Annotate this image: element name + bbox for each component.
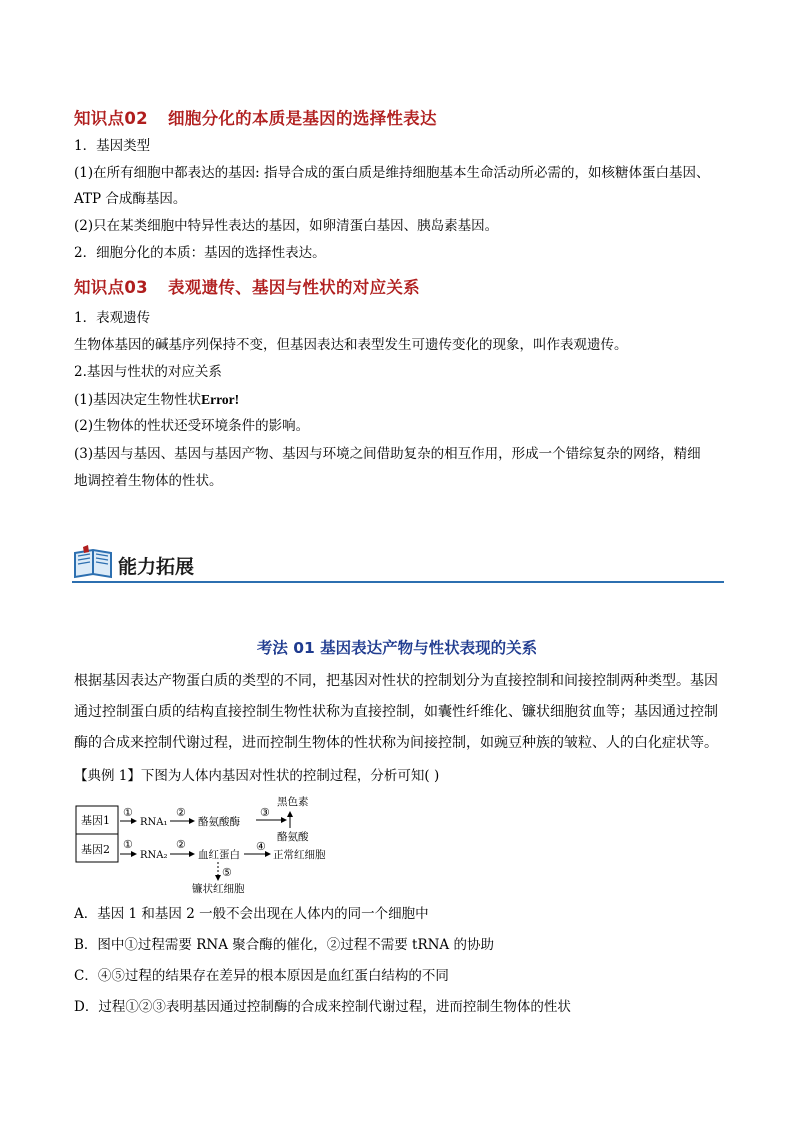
rna1-label: RNA₁: [140, 817, 168, 828]
gene-pathway-diagram: [74, 792, 354, 896]
gene2-label: 基因2: [81, 843, 110, 856]
s03-line-4: [74, 391, 239, 409]
s02-line-1: 1．基因类型: [74, 138, 151, 154]
s03-line-1: 1．表观遗传: [74, 310, 151, 326]
s02-line-4: (2)只在某类细胞中特异性表达的基因，如卵清蛋白基因、胰岛素基因。: [74, 218, 499, 234]
example-question: 【典例 1】下图为人体内基因对性状的控制过程，分析可知( ): [74, 768, 440, 784]
s03-line-4-text: (1)基因决定生物性状: [74, 392, 202, 408]
gene1-label: 基因1: [81, 814, 110, 827]
option-c: C．④⑤过程的结果存在差异的根本原因是血红蛋白结构的不同: [74, 968, 449, 984]
enzyme-label: 酪氨酸酶: [198, 816, 240, 828]
s02-line-5: 2．细胞分化的本质：基因的选择性表达。: [74, 245, 326, 261]
s03-line-7: 地调控着生物体的性状。: [74, 473, 223, 489]
step2-label: ②: [176, 806, 186, 819]
banner-divider: [72, 581, 724, 583]
option-d: D．过程①②③表明基因通过控制酶的合成来控制代谢过程，进而控制生物体的性状: [74, 999, 571, 1015]
option-b: B．图中①过程需要 RNA 聚合酶的催化，②过程不需要 tRNA 的协助: [74, 937, 494, 953]
rna2-label: RNA₂: [140, 850, 168, 861]
sickle-rbc-label: 镰状红细胞: [192, 883, 245, 895]
method-para-line-2: 通过控制蛋白质的结构直接控制生物性状称为直接控制，如囊性纤维化、镰状细胞贫血等；基因通过控制: [74, 704, 718, 720]
method-para-line-1: 根据基因表达产物蛋白质的类型的不同，把基因对性状的控制划分为直接控制和间接控制两种类型。基因: [74, 673, 718, 689]
banner-title: 能力拓展: [118, 556, 195, 578]
section-03-heading: [74, 274, 420, 298]
tyrosine-label: 酪氨酸: [277, 831, 309, 843]
option-a: A．基因 1 和基因 2 一般不会出现在人体内的同一个细胞中: [74, 906, 429, 922]
section-03-title: 表观遗传、基因与性状的对应关系: [167, 278, 420, 297]
method-title: 考法 01 基因表达产物与性状表现的关系: [256, 639, 538, 657]
normal-rbc-label: 正常红细胞: [273, 849, 326, 861]
section-02-title: 细胞分化的本质是基因的选择性表达: [167, 109, 437, 128]
section-03-label: 知识点03: [74, 278, 148, 297]
step2b-label: ②: [176, 838, 186, 851]
step4-label: ④: [256, 840, 266, 853]
method-para-line-3: 酶的合成来控制代谢过程，进而控制生物体的性状称为间接控制，如豌豆种族的皱粒、人的白化症状等。: [74, 735, 718, 751]
hemoglobin-label: 血红蛋白: [198, 849, 240, 861]
step5-label: ⑤: [222, 866, 232, 879]
s03-line-2: 生物体基因的碱基序列保持不变，但基因表达和表型发生可遗传变化的现象，叫作表观遗传。: [74, 337, 628, 353]
s02-line-2: (1)在所有细胞中都表达的基因: 指导合成的蛋白质是维持细胞基本生命活动所必需的，如核糖体蛋白基因、: [74, 165, 710, 181]
step1-label: ①: [123, 806, 133, 819]
s03-line-5: (2)生物体的性状还受环境条件的影响。: [74, 418, 310, 434]
s02-line-3: ATP 合成酶基因。: [74, 191, 187, 207]
open-book-icon: [72, 544, 114, 580]
step1b-label: ①: [123, 838, 133, 851]
s03-line-6: (3)基因与基因、基因与基因产物、基因与环境之间借助复杂的相互作用，形成一个错综复杂的网络，精细: [74, 446, 701, 462]
s03-line-3: 2.基因与性状的对应关系: [74, 364, 222, 380]
section-02-label: 知识点02: [74, 109, 148, 128]
melanin-label: 黑色素: [277, 796, 309, 808]
section-02-heading: [74, 105, 437, 129]
error-text: Error!: [201, 392, 240, 407]
step3-label: ③: [260, 806, 270, 819]
